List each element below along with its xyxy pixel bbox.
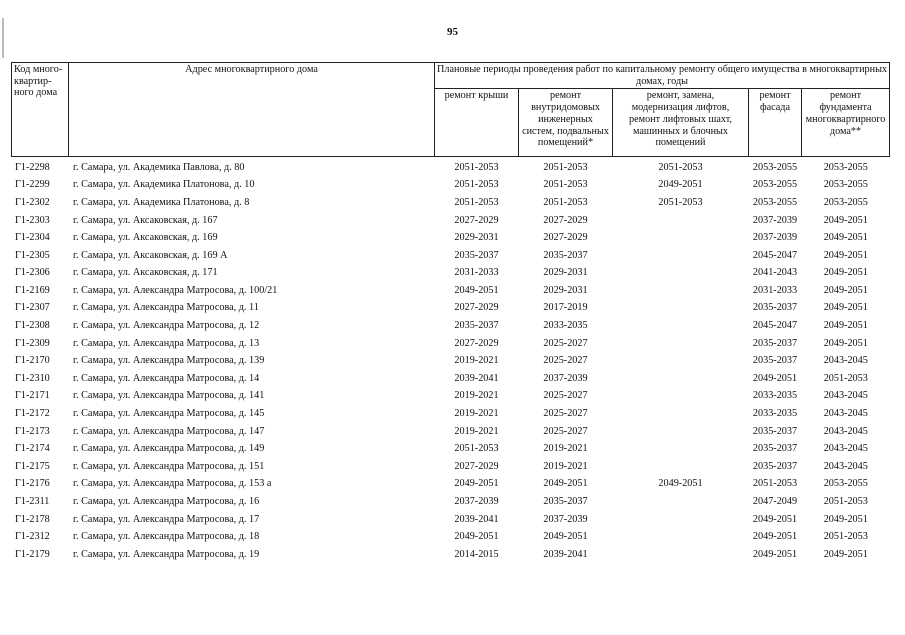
cell-facade: 2033-2035 (752, 408, 798, 420)
cell-roof: 2029-2031 (454, 232, 499, 244)
cell-engineering: 2029-2031 (543, 284, 588, 296)
cell-elevators (613, 229, 749, 247)
cell-roof: 2039-2041 (454, 513, 499, 525)
cell-address: г. Самара, ул. Александра Матросова, д. 14 (73, 372, 260, 384)
cell-code: Г1-2311 (15, 496, 50, 508)
cell-elevators (613, 317, 749, 335)
cell-roof: 2035-2037 (454, 320, 499, 332)
cell-engineering: 2051-2053 (543, 196, 588, 208)
cell-facade: 2033-2035 (752, 390, 798, 402)
cell-code: Г1-2309 (15, 337, 50, 349)
cell-roof: 2019-2021 (454, 408, 499, 420)
cell-facade: 2053-2055 (752, 179, 798, 191)
table-row (12, 387, 890, 405)
cell-engineering: 2027-2029 (543, 214, 588, 226)
cell-code: Г1-2312 (15, 531, 50, 543)
cell-foundation: 2051-2053 (823, 496, 868, 508)
cell-engineering: 2025-2027 (543, 408, 588, 420)
cell-elevators (613, 299, 749, 317)
cell-foundation: 2043-2045 (823, 425, 868, 437)
header-roof: ремонт крыши (435, 89, 519, 157)
cell-elevators: 2051-2053 (658, 196, 703, 208)
table-row (12, 528, 890, 546)
cell-roof: 2019-2021 (454, 425, 499, 437)
cell-elevators (613, 440, 749, 458)
cell-facade: 2053-2055 (752, 161, 798, 173)
cell-code: Г1-2306 (15, 267, 50, 279)
cell-roof: 2027-2029 (454, 337, 499, 349)
cell-facade: 2049-2051 (752, 513, 798, 525)
table-row (12, 334, 890, 352)
header-facade: ремонт фасада (749, 89, 802, 157)
cell-roof: 2027-2029 (454, 460, 499, 472)
cell-elevators (613, 387, 749, 405)
cell-roof: 2037-2039 (454, 496, 499, 508)
cell-engineering: 2029-2031 (543, 267, 588, 279)
cell-address: г. Самара, ул. Александра Матросова, д. 153 а (73, 478, 272, 490)
cell-engineering: 2049-2051 (543, 531, 588, 543)
cell-address: г. Самара, ул. Аксаковская, д. 171 (73, 267, 218, 279)
cell-engineering: 2035-2037 (543, 496, 588, 508)
cell-facade: 2049-2051 (752, 548, 798, 560)
cell-foundation: 2049-2051 (823, 249, 868, 261)
cell-foundation: 2049-2051 (823, 320, 868, 332)
cell-facade: 2051-2053 (752, 478, 798, 490)
table-row (12, 299, 890, 317)
table-row (12, 246, 890, 264)
cell-roof: 2027-2029 (454, 302, 499, 314)
cell-code: Г1-2172 (15, 408, 50, 420)
cell-address: г. Самара, ул. Александра Матросова, д. 149 (73, 443, 265, 455)
cell-roof: 2051-2053 (454, 443, 499, 455)
table-row (12, 370, 890, 388)
cell-foundation: 2053-2055 (823, 179, 868, 191)
cell-address: г. Самара, ул. Академика Платонова, д. 8 (73, 196, 250, 208)
cell-address: г. Самара, ул. Александра Матросова, д. 139 (73, 355, 265, 367)
cell-foundation: 2049-2051 (823, 513, 868, 525)
table-row (12, 317, 890, 335)
cell-facade: 2035-2037 (752, 355, 798, 367)
cell-engineering: 2019-2021 (543, 443, 588, 455)
cell-facade: 2035-2037 (752, 302, 798, 314)
table-row (12, 475, 890, 493)
cell-elevators (613, 405, 749, 423)
cell-code: Г1-2169 (15, 284, 50, 296)
header-periods-group: Плановые периоды проведения работ по капитальному ремонту общего имущества в многоквартирных домах, годы (435, 63, 890, 89)
cell-facade: 2035-2037 (752, 443, 798, 455)
cell-roof: 2049-2051 (454, 478, 499, 490)
table-row (12, 546, 890, 564)
cell-address: г. Самара, ул. Александра Матросова, д. 13 (73, 337, 260, 349)
cell-foundation: 2043-2045 (823, 390, 868, 402)
table-body (12, 157, 890, 563)
cell-elevators (613, 528, 749, 546)
cell-roof: 2014-2015 (454, 548, 499, 560)
cell-code: Г1-2175 (15, 460, 50, 472)
cell-code: Г1-2176 (15, 478, 50, 490)
cell-roof: 2051-2053 (454, 196, 499, 208)
cell-foundation: 2049-2051 (823, 214, 868, 226)
cell-engineering: 2025-2027 (543, 425, 588, 437)
cell-engineering: 2051-2053 (543, 179, 588, 191)
cell-engineering: 2035-2037 (543, 249, 588, 261)
cell-address: г. Самара, ул. Академика Павлова, д. 80 (73, 161, 245, 173)
cell-code: Г1-2304 (15, 232, 50, 244)
cell-code: Г1-2302 (15, 196, 50, 208)
cell-code: Г1-2307 (15, 302, 50, 314)
cell-address: г. Самара, ул. Александра Матросова, д. 12 (73, 320, 260, 332)
cell-engineering: 2027-2029 (543, 232, 588, 244)
cell-address: г. Самара, ул. Академика Платонова, д. 10 (73, 179, 255, 191)
cell-address: г. Самара, ул. Александра Матросова, д. 147 (73, 425, 265, 437)
cell-address: г. Самара, ул. Александра Матросова, д. 11 (73, 302, 259, 314)
cell-address: г. Самара, ул. Александра Матросова, д. 151 (73, 460, 265, 472)
cell-roof: 2049-2051 (454, 531, 499, 543)
table-row (12, 157, 890, 176)
cell-address: г. Самара, ул. Александра Матросова, д. 100/21 (73, 284, 278, 296)
cell-address: г. Самара, ул. Александра Матросова, д. 16 (73, 496, 260, 508)
table-row (12, 264, 890, 282)
cell-roof: 2051-2053 (454, 161, 499, 173)
cell-foundation: 2043-2045 (823, 443, 868, 455)
cell-foundation: 2053-2055 (823, 478, 868, 490)
cell-address: г. Самара, ул. Александра Матросова, д. 19 (73, 548, 260, 560)
cell-elevators (613, 352, 749, 370)
header-code: Код много-квартир-ного дома (12, 63, 69, 157)
cell-elevators: 2051-2053 (658, 161, 703, 173)
cell-elevators (613, 370, 749, 388)
cell-elevators (613, 246, 749, 264)
cell-foundation: 2051-2053 (823, 372, 868, 384)
capital-repair-schedule-table (11, 62, 890, 563)
cell-facade: 2049-2051 (752, 531, 798, 543)
cell-foundation: 2049-2051 (823, 232, 868, 244)
cell-facade: 2045-2047 (752, 249, 798, 261)
cell-facade: 2035-2037 (752, 460, 798, 472)
cell-foundation: 2043-2045 (823, 408, 868, 420)
cell-elevators (613, 458, 749, 476)
header-elevators: ремонт, замена, модернизация лифтов, ремонт лифтовых шахт, машинных и блочных помещений (613, 89, 749, 157)
cell-facade: 2035-2037 (752, 425, 798, 437)
cell-facade: 2047-2049 (752, 496, 798, 508)
cell-engineering: 2025-2027 (543, 390, 588, 402)
cell-engineering: 2033-2035 (543, 320, 588, 332)
cell-roof: 2019-2021 (454, 355, 499, 367)
cell-elevators (613, 211, 749, 229)
cell-code: Г1-2298 (15, 161, 50, 173)
cell-facade: 2031-2033 (752, 284, 798, 296)
cell-foundation: 2043-2045 (823, 355, 868, 367)
cell-facade: 2041-2043 (752, 267, 798, 279)
table-row (12, 176, 890, 194)
cell-facade: 2049-2051 (752, 372, 798, 384)
cell-engineering: 2025-2027 (543, 355, 588, 367)
cell-address: г. Самара, ул. Аксаковская, д. 169 (73, 232, 218, 244)
cell-elevators (613, 510, 749, 528)
cell-roof: 2027-2029 (454, 214, 499, 226)
cell-code: Г1-2171 (15, 390, 50, 402)
cell-elevators (613, 334, 749, 352)
cell-foundation: 2043-2045 (823, 460, 868, 472)
cell-elevators (613, 493, 749, 511)
cell-code: Г1-2308 (15, 320, 50, 332)
cell-facade: 2045-2047 (752, 320, 798, 332)
cell-foundation: 2053-2055 (823, 196, 868, 208)
table-row (12, 282, 890, 300)
cell-roof: 2035-2037 (454, 249, 499, 261)
cell-address: г. Самара, ул. Аксаковская, д. 169 А (73, 249, 228, 261)
cell-engineering: 2039-2041 (543, 548, 588, 560)
table-row (12, 405, 890, 423)
cell-elevators (613, 546, 749, 564)
cell-address: г. Самара, ул. Александра Матросова, д. 18 (73, 531, 260, 543)
table-row (12, 458, 890, 476)
cell-address: г. Самара, ул. Аксаковская, д. 167 (73, 214, 218, 226)
table-row (12, 440, 890, 458)
cell-elevators: 2049-2051 (658, 179, 703, 191)
cell-code: Г1-2179 (15, 548, 50, 560)
header-engineering: ремонт внутридомовых инженерных систем, подвальных помещений* (519, 89, 613, 157)
page-number: 95 (447, 26, 458, 38)
header-address: Адрес многоквартирного дома (69, 63, 435, 157)
cell-facade: 2053-2055 (752, 196, 798, 208)
table-row (12, 352, 890, 370)
cell-engineering: 2019-2021 (543, 460, 588, 472)
cell-code: Г1-2303 (15, 214, 50, 226)
cell-foundation: 2049-2051 (823, 302, 868, 314)
cell-foundation: 2049-2051 (823, 548, 868, 560)
table-row (12, 194, 890, 212)
cell-elevators (613, 422, 749, 440)
cell-address: г. Самара, ул. Александра Матросова, д. 141 (73, 390, 265, 402)
cell-code: Г1-2170 (15, 355, 50, 367)
cell-engineering: 2025-2027 (543, 337, 588, 349)
scan-edge-mark (2, 18, 4, 58)
cell-code: Г1-2174 (15, 443, 50, 455)
cell-foundation: 2049-2051 (823, 267, 868, 279)
cell-engineering: 2049-2051 (543, 478, 588, 490)
cell-code: Г1-2178 (15, 513, 50, 525)
table-row (12, 422, 890, 440)
cell-facade: 2035-2037 (752, 337, 798, 349)
table-row (12, 510, 890, 528)
table-row (12, 493, 890, 511)
cell-foundation: 2053-2055 (823, 161, 868, 173)
cell-address: г. Самара, ул. Александра Матросова, д. 145 (73, 408, 265, 420)
cell-engineering: 2037-2039 (543, 372, 588, 384)
table-row (12, 229, 890, 247)
cell-code: Г1-2305 (15, 249, 50, 261)
table-row (12, 211, 890, 229)
cell-roof: 2031-2033 (454, 267, 499, 279)
cell-engineering: 2037-2039 (543, 513, 588, 525)
cell-elevators: 2049-2051 (658, 478, 703, 490)
cell-engineering: 2017-2019 (543, 302, 588, 314)
cell-roof: 2049-2051 (454, 284, 499, 296)
cell-elevators (613, 264, 749, 282)
cell-roof: 2019-2021 (454, 390, 499, 402)
cell-elevators (613, 282, 749, 300)
cell-code: Г1-2310 (15, 372, 50, 384)
cell-roof: 2051-2053 (454, 179, 499, 191)
cell-address: г. Самара, ул. Александра Матросова, д. 17 (73, 513, 260, 525)
cell-foundation: 2051-2053 (823, 531, 868, 543)
header-foundation: ремонт фундамента многоквартирного дома** (802, 89, 890, 157)
cell-code: Г1-2299 (15, 179, 50, 191)
cell-engineering: 2051-2053 (543, 161, 588, 173)
cell-foundation: 2049-2051 (823, 337, 868, 349)
cell-foundation: 2049-2051 (823, 284, 868, 296)
cell-roof: 2039-2041 (454, 372, 499, 384)
cell-facade: 2037-2039 (752, 232, 798, 244)
cell-facade: 2037-2039 (752, 214, 798, 226)
cell-code: Г1-2173 (15, 425, 50, 437)
